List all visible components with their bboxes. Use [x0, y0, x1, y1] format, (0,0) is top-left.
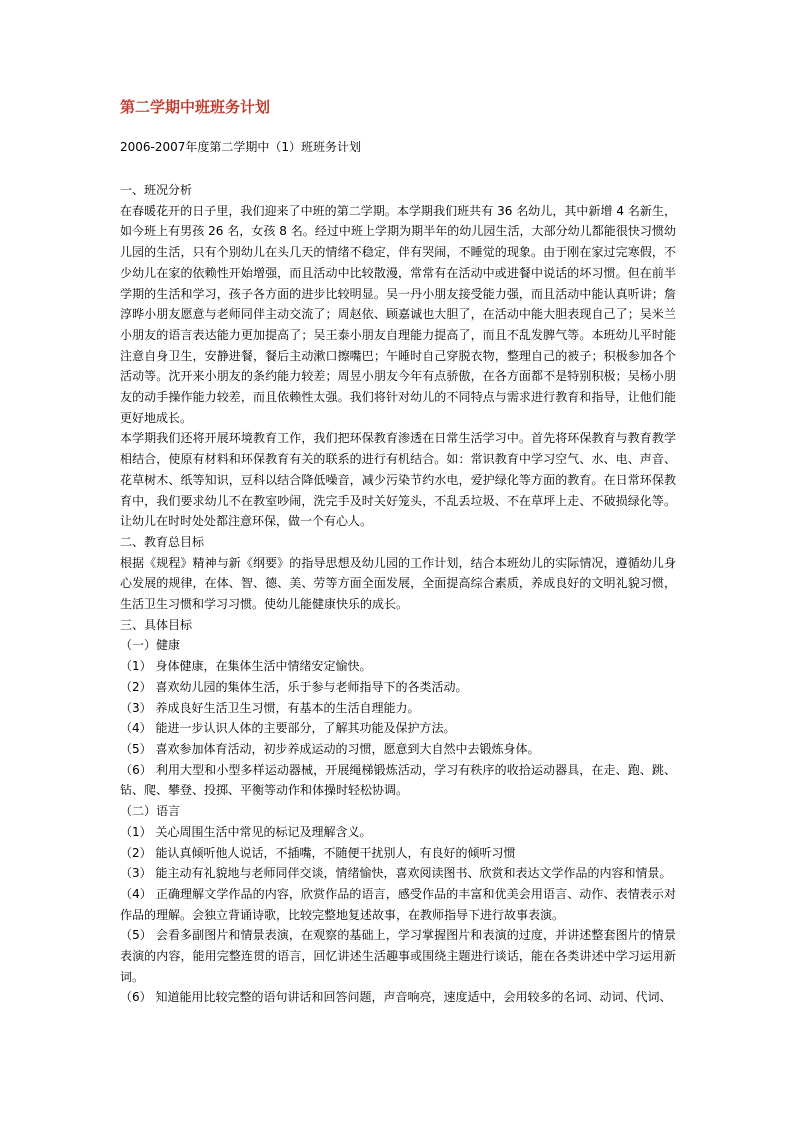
section-1-paragraph-2: 本学期我们还将开展环境教育工作，我们把环保教育渗透在日常生活学习中。首先将环保教育与教育教学相结合，使原有材料和环保教育有关的联系的进行有机结合。如：常识教育中学习空气、水、电、声音、花草树木、纸等知识，豆科以结合降低噪音，减少污染节约水电，爱护绿化等方面的教育。在日常环保教育中，我们要求幼儿不在教室吵闹，洗完手及时关好笼头，不乱丢垃圾、不在草坪上走、不破损绿化等。让幼儿在时时处处都注意环保，做一个有心人。: [120, 431, 676, 529]
language-item: （4） 正确理解文学作品的内容，欣赏作品的语言，感受作品的丰富和优美会用语言、动作、表情表示对作品的理解。会独立背诵诗歌，比较完整地复述故事，在教师指导下进行故事表演。: [120, 886, 676, 922]
health-heading: （一）健康: [120, 638, 181, 653]
health-item: （5） 喜欢参加体育活动，初步养成运动的习惯，愿意到大自然中去锻炼身体。: [120, 741, 540, 756]
document-subtitle: 2006-2007年度第二学期中（1）班班务计划: [120, 140, 362, 154]
section-3-heading: 三、具体目标: [120, 617, 193, 632]
section-1-paragraph-1: 在春暖花开的日子里，我们迎来了中班的第二学期。本学期我们班共有 36 名幼儿，其中新增 4 名新生，如今班上有男孩 26 名，女孩 8 名。经过中班上学期为期半年的幼儿园生活，大部分幼儿都能很快习惯幼儿园的生活，只有个别幼儿在头几天的情绪不稳定，伴有哭闹，不睡觉的现象。由于刚在家过完寒假，不少幼儿在家的依赖性开始增强，而且活动中比较散漫，常常有在活动中或进餐中说话的坏习惯。但在前半学期的生活和学习，孩子各方面的进步比较明显。吴一丹小朋友接受能力强，而且活动中能认真听讲；詹淳晔小朋友愿意与老师同伴主动交流了；周赵依、顾嘉诚也大胆了，在活动中能大胆表现自己了；吴米兰小朋友的语言表达能力更加提高了；吴王泰小朋友自理能力提高了，而且不乱发脾气等。本班幼儿平时能注意自身卫生，安静进餐，餐后主动漱口擦嘴巴；午睡时自己穿脱衣物，整理自己的被子；积极参加各个活动等。沈开来小朋友的条约能力较差；周昱小朋友今年有点骄傲，在各方面都不是特别积极；吴杨小朋友的动手操作能力较差，而且依赖性太强。我们将针对幼儿的不同特点与需求进行教育和指导，让他们能更好地成长。: [120, 203, 676, 425]
health-item: （4） 能进一步认识人体的主要部分，了解其功能及保护方法。: [120, 721, 456, 736]
language-heading: （二）语言: [120, 804, 181, 819]
health-item: （6） 利用大型和小型多样运动器械，开展绳梯锻炼活动，学习有秩序的收拾运动器具，在走、跑、跳、钻、爬、攀登、投掷、平衡等动作和体操时轻松协调。: [120, 762, 676, 798]
language-item: （5） 会看多副图片和情景表演，在观察的基础上，学习掌握图片和表演的过度，并讲述整套图片的情景表演的内容，能用完整连贯的语言，回忆讲述生活趣事或围绕主题进行谈话，能在各类讲述中学习运用新词。: [120, 928, 676, 984]
language-item: （3） 能主动有礼貌地与老师同伴交谈，情绪愉快，喜欢阅读图书、欣赏和表达文学作品的内容和情景。: [120, 866, 672, 881]
language-item: （6） 知道能用比较完整的语句讲话和回答问题，声音响亮，速度适中，会用较多的名词、动词、代词、: [120, 990, 672, 1005]
section-2-heading: 二、教育总目标: [120, 534, 205, 549]
language-item: （1） 关心周围生活中常见的标记及理解含义。: [120, 824, 372, 839]
health-item: （1） 身体健康，在集体生活中情绪安定愉快。: [120, 659, 372, 674]
section-2-paragraph-1: 根据《规程》精神与新《纲要》的指导思想及幼儿园的工作计划，结合本班幼儿的实际情况，遵循幼儿身心发展的规律，在体、智、德、美、劳等方面全面发展，全面提高综合素质，养成良好的文明礼貌习惯，生活卫生习惯和学习习惯。使幼儿能健康快乐的成长。: [120, 555, 676, 612]
document-body: [120, 180, 676, 1008]
health-item: （2） 喜欢幼儿园的集体生活，乐于参与老师指导下的各类活动。: [120, 679, 468, 694]
health-item: （3） 养成良好生活卫生习惯，有基本的生活自理能力。: [120, 700, 420, 715]
document-title: 第二学期中班班务计划: [120, 98, 271, 116]
language-item: （2） 能认真倾听他人说话，不插嘴，不随便干扰别人，有良好的倾听习惯: [120, 845, 516, 860]
section-1-heading: 一、班况分析: [120, 183, 193, 197]
